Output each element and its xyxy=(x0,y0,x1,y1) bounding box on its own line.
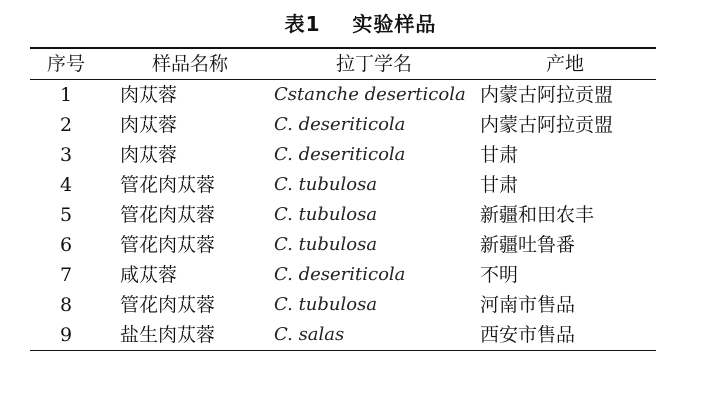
table-row xyxy=(30,80,656,110)
row-origin: 新疆吐鲁番 xyxy=(480,234,576,256)
table-header-row xyxy=(30,49,656,79)
row-sample-name: 肉苁蓉 xyxy=(120,84,178,106)
header-no: 序号 xyxy=(46,53,85,75)
row-latin-name: C. tubulosa xyxy=(274,294,378,315)
sample-table xyxy=(30,47,656,351)
row-origin: 内蒙古阿拉贡盟 xyxy=(480,114,614,136)
row-latin-name: C. deseriticola xyxy=(274,264,406,285)
header-sample-name: 样品名称 xyxy=(151,53,228,75)
row-origin: 新疆和田农丰 xyxy=(480,204,595,226)
row-sample-name: 咸苁蓉 xyxy=(120,264,178,286)
row-origin: 甘肃 xyxy=(480,144,519,166)
header-origin: 产地 xyxy=(545,53,584,75)
row-sample-name: 管花肉苁蓉 xyxy=(120,294,216,316)
row-latin-name: C. deseriticola xyxy=(274,144,406,165)
row-origin: 西安市售品 xyxy=(480,324,576,346)
row-no: 7 xyxy=(59,264,73,286)
row-latin-name: C. tubulosa xyxy=(274,174,378,195)
row-latin-name: C. deseriticola xyxy=(274,114,406,135)
table-row xyxy=(30,230,656,260)
table-row xyxy=(30,110,656,140)
row-sample-name: 肉苁蓉 xyxy=(120,114,178,136)
row-sample-name: 盐生肉苁蓉 xyxy=(120,324,216,346)
header-latin-name: 拉丁学名 xyxy=(335,53,412,75)
table-row xyxy=(30,260,656,290)
row-no: 8 xyxy=(59,294,73,316)
table-row xyxy=(30,290,656,320)
row-latin-name: Cstanche deserticola xyxy=(274,84,466,105)
row-origin: 不明 xyxy=(480,264,519,286)
row-sample-name: 管花肉苁蓉 xyxy=(120,174,216,196)
row-no: 3 xyxy=(59,144,73,166)
row-latin-name: C. tubulosa xyxy=(274,204,378,225)
row-no: 9 xyxy=(59,324,73,346)
table-row xyxy=(30,320,656,350)
row-origin: 内蒙古阿拉贡盟 xyxy=(480,84,614,106)
row-sample-name: 管花肉苁蓉 xyxy=(120,234,216,256)
row-sample-name: 肉苁蓉 xyxy=(120,144,178,166)
row-origin: 河南市售品 xyxy=(480,294,576,316)
table-row xyxy=(30,140,656,170)
row-no: 2 xyxy=(59,114,73,136)
table-caption: 表1 实验样品 xyxy=(284,12,437,36)
row-no: 4 xyxy=(59,174,73,196)
table-row xyxy=(30,170,656,200)
table-bottom-rule xyxy=(30,350,656,351)
row-no: 6 xyxy=(59,234,73,256)
row-origin: 甘肃 xyxy=(480,174,519,196)
row-latin-name: C. tubulosa xyxy=(274,234,378,255)
row-latin-name: C. salas xyxy=(274,324,345,345)
row-no: 1 xyxy=(59,84,73,106)
row-sample-name: 管花肉苁蓉 xyxy=(120,204,216,226)
table-row xyxy=(30,200,656,230)
row-no: 5 xyxy=(59,204,73,226)
